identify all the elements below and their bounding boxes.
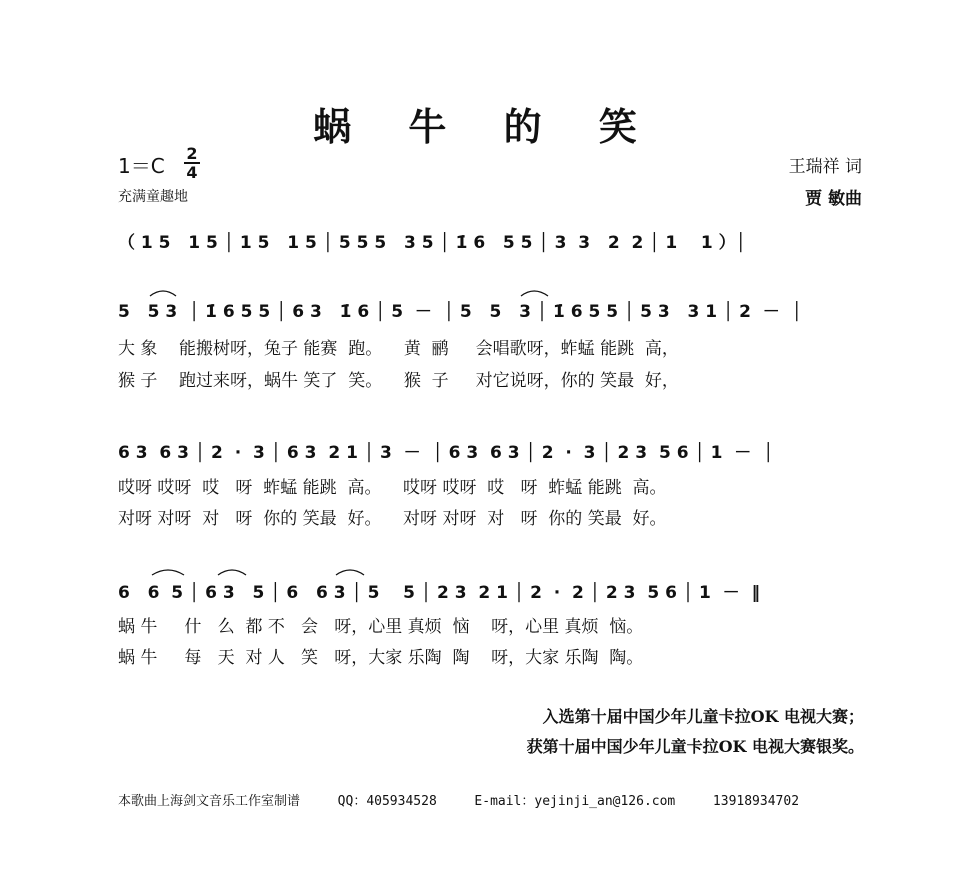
system-3-lyric-verse-2: 蜗 牛 每 天 对 人 笑 呀，大家 乐陶 陶 呀，大家 乐陶 陶。	[118, 648, 644, 668]
system-2-notes: 6 3 6 3 │ 2 · 3 │ 6 3 2 1 │ 3 － │ 6 3 6 3 │ 2 · 3 │ 2 3 5 6 │ 1 － │	[118, 443, 774, 463]
intro-line: （ 1 5 1 5 │ 1 5 1 5 │ 5 5 5 3 5 │ 1̇ 6 5 5 │ 3 3 2 2 │ 1 1 ）│	[118, 233, 746, 253]
key-signature: 1＝C	[118, 154, 165, 178]
system-1-lyric-verse-1: 大 象 能搬树呀，兔子 能赛 跑。 黄 鹂 会唱歌呀，蚱蜢 能跳 高，	[118, 339, 679, 359]
tempo-mood: 充满童趣地	[118, 189, 188, 205]
system-2-lyric-verse-2: 对呀 对呀 对 呀 你的 笑最 好。 对呀 对呀 对 呀 你的 笑最 好。	[118, 509, 667, 529]
award-silver: 获第十届中国少年儿童卡拉OK 电视大赛银奖。	[526, 737, 864, 756]
award-selected: 入选第十届中国少年儿童卡拉OK 电视大赛；	[542, 707, 864, 726]
composer-credit: 贾 敏曲	[805, 189, 862, 209]
footer-email: E-mail：yejinji_an@126.com	[474, 794, 676, 809]
footer-phone: 13918934702	[712, 794, 800, 809]
system-3-lyric-verse-1: 蜗 牛 什 么 都 不 会 呀，心里 真烦 恼 呀，心里 真烦 恼。	[118, 617, 644, 637]
footer-studio: 本歌曲上海剑文音乐工作室制谱	[118, 794, 301, 809]
footer-qq: QQ：405934528	[337, 794, 437, 809]
footer	[118, 790, 799, 809]
song-title: 蜗 牛 的 笑	[313, 104, 659, 149]
system-1-lyric-verse-2: 猴 子 跑过来呀，蜗牛 笑了 笑。 猴 子 对它说呀，你的 笑最 好，	[118, 371, 679, 391]
system-1-notes: 5 5 3 │ 1̇ 6 5 5 │ 6 3 1̇ 6 │ 5 － │ 5 5 3 │ 1̇ 6 5 5 │ 5 3 3 1 │ 2 － │	[118, 302, 802, 322]
meter-top: 2	[186, 144, 198, 163]
system-3-notes: 6 6 5 │ 6 3 5 │ 6 6 3 │ 5 5 │ 2 3 2 1 │ 2 · 2 │ 2 3 5 6 │ 1 － ‖	[118, 583, 760, 603]
lyricist-credit: 王瑞祥 词	[788, 157, 862, 177]
system-2-lyric-verse-1: 哎呀 哎呀 哎 呀 蚱蜢 能跳 高。 哎呀 哎呀 哎 呀 蚱蜢 能跳 高。	[118, 478, 667, 498]
meter-bottom: 4	[186, 163, 198, 182]
